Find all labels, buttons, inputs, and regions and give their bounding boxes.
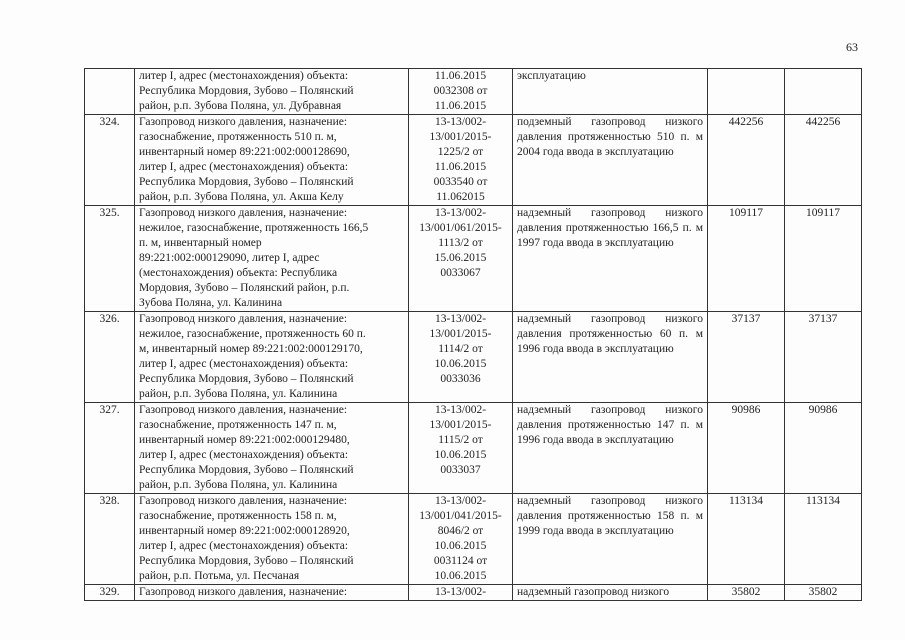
value-cell: 442256 <box>785 115 862 206</box>
object-description: литер I, адрес (местонахождения) объекта: Республика Мордовия, Зубово – Полянский район, р.п. Зубова Поляна, ул. Дубравная <box>135 69 409 115</box>
row-number: 324. <box>85 115 135 206</box>
value-cell: 113134 <box>785 494 862 585</box>
object-characteristics: надземный газопровод низкого давления протяженностью 147 п. м 1996 года ввода в эксплуатацию <box>513 403 708 494</box>
registration-record: 13-13/002- 13/001/061/2015- 1113/2 от 15.06.2015 0033067 <box>409 206 513 312</box>
object-description: Газопровод низкого давления, назначение: <box>135 585 409 601</box>
registration-record: 13-13/002- 13/001/2015- 1115/2 от 10.06.2015 0033037 <box>409 403 513 494</box>
object-characteristics: подземный газопровод низкого давления протяженностью 510 п. м 2004 года ввода в эксплуатацию <box>513 115 708 206</box>
row-number: 329. <box>85 585 135 601</box>
registration-record: 13-13/002- 13/001/2015- 1114/2 от 10.06.2015 0033036 <box>409 312 513 403</box>
registration-record: 13-13/002- <box>409 585 513 601</box>
value-cell: 109117 <box>708 206 785 312</box>
value-cell: 37137 <box>708 312 785 403</box>
object-characteristics: надземный газопровод низкого давления протяженностью 158 п. м 1999 года ввода в эксплуатацию <box>513 494 708 585</box>
table-row <box>85 115 862 206</box>
object-description: Газопровод низкого давления, назначение: газоснабжение, протяженность 147 п. м, инвентарный номер 89:221:002:000129480, литер I, адрес (местонахождения) объекта: Республика Мордовия, Зубово – Полянский район, р.п. Зубова Поляна, ул. Калинина <box>135 403 409 494</box>
row-number: 326. <box>85 312 135 403</box>
row-number: 325. <box>85 206 135 312</box>
registration-record: 13-13/002- 13/001/041/2015- 8046/2 от 10.06.2015 0031124 от 10.06.2015 <box>409 494 513 585</box>
object-characteristics: надземный газопровод низкого давления протяженностью 166,5 п. м 1997 года ввода в эксплуатацию <box>513 206 708 312</box>
row-number: 328. <box>85 494 135 585</box>
value-cell: 90986 <box>785 403 862 494</box>
row-number <box>85 69 135 115</box>
registration-record: 13-13/002- 13/001/2015- 1225/2 от 11.06.2015 0033540 от 11.062015 <box>409 115 513 206</box>
object-description: Газопровод низкого давления, назначение: нежилое, газоснабжение, протяженность 60 п. м, инвентарный номер 89:221:002:000129170, литер I, адрес (местонахождения) объекта: Республика Мордовия, Зубово – Полянский район, р.п. Зубова Поляна, ул. Калинина <box>135 312 409 403</box>
object-characteristics: надземный газопровод низкого <box>513 585 708 601</box>
object-description: Газопровод низкого давления, назначение: нежилое, газоснабжение, протяженность 166,5 п. м, инвентарный номер 89:221:002:000129090, литер I, адрес (местонахождения) объекта: Республика Мордовия, Зубово – Полянский район, р.п. Зубова Поляна, ул. Калинина <box>135 206 409 312</box>
value-cell: 90986 <box>708 403 785 494</box>
value-cell <box>708 69 785 115</box>
value-cell <box>785 69 862 115</box>
object-description: Газопровод низкого давления, назначение: газоснабжение, протяженность 510 п. м, инвентарный номер 89:221:002:000128690, литер I, адрес (местонахождения) объекта: Республика Мордовия, Зубово – Полянский район, р.п. Зубова Поляна, ул. Акша Келу <box>135 115 409 206</box>
object-characteristics: эксплуатацию <box>513 69 708 115</box>
value-cell: 35802 <box>708 585 785 601</box>
register-table <box>84 68 862 601</box>
row-number: 327. <box>85 403 135 494</box>
table-row <box>85 403 862 494</box>
table-row <box>85 494 862 585</box>
object-characteristics: надземный газопровод низкого давления протяженностью 60 п. м 1996 года ввода в эксплуатацию <box>513 312 708 403</box>
table-row <box>85 69 862 115</box>
value-cell: 442256 <box>708 115 785 206</box>
table-body <box>85 69 862 601</box>
registration-record: 11.06.2015 0032308 от 11.06.2015 <box>409 69 513 115</box>
table-row <box>85 206 862 312</box>
value-cell: 35802 <box>785 585 862 601</box>
table-row <box>85 585 862 601</box>
value-cell: 37137 <box>785 312 862 403</box>
value-cell: 113134 <box>708 494 785 585</box>
page-number: 63 <box>846 40 858 54</box>
object-description: Газопровод низкого давления, назначение: газоснабжение, протяженность 158 п. м, инвентарный номер 89:221:002:000128920, литер I, адрес (местонахождения) объекта: Республика Мордовия, Зубово – Полянский район, р.п. Потьма, ул. Песчаная <box>135 494 409 585</box>
table-row <box>85 312 862 403</box>
value-cell: 109117 <box>785 206 862 312</box>
